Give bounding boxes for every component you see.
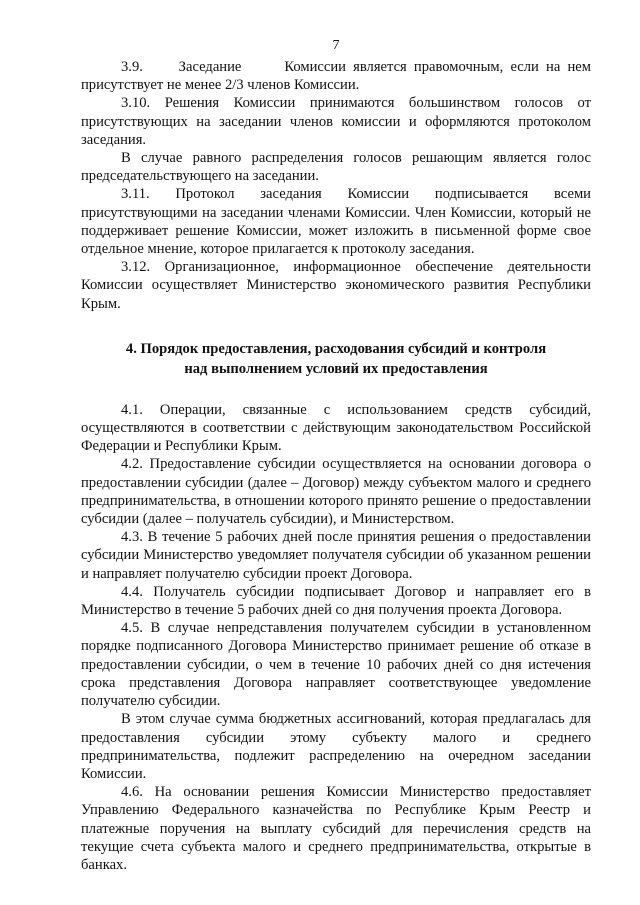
page-number: 7 xyxy=(332,38,340,53)
paragraph-4-2: 4.2. Предоставление субсидии осуществляется на основании договора о предоставлении субсидии (далее – Договор) между субъектом малого и среднего предпринимательства, в отношении которого принято решение о предоставлении субсидии (далее – получатель субсидии), и Министерством. xyxy=(81,456,591,528)
section-4-heading-line-1: 4. Порядок предоставления, расходования субсидий и контроля xyxy=(125,340,547,357)
paragraph-4-6: 4.6. На основании решения Комиссии Министерство предоставляет Управлению Федерального казначейства по Республике Крым Реестр и платежные поручения на выплату субсидий для перечисления средств на текущие счета субъекта малого и среднего предпринимательства, открытые в банках. xyxy=(81,784,591,873)
section-4-heading xyxy=(81,339,591,379)
paragraph-3-10: 3.10. Решения Комиссии принимаются большинством голосов от присутствующих на заседании членов комиссии и оформляются протоколом заседания. xyxy=(81,95,591,148)
paragraph-4-3: 4.3. В течение 5 рабочих дней после принятия решения о предоставлении субсидии Министерство уведомляет получателя субсидии об указанном решении и направляет получателю субсидии проект Договора. xyxy=(81,529,591,582)
paragraph-3-9: 3.9. Заседание Комиссии является правомочным, если на нем присутствует не менее 2/3 членов Комиссии. xyxy=(81,59,591,94)
paragraph-tie-vote: В случае равного распределения голосов решающим является голос председательствующего на заседании. xyxy=(81,150,591,185)
paragraph-4-4: 4.4. Получатель субсидии подписывает Договор и направляет его в Министерство в течение 5 рабочих дней со дня получения проекта Договора. xyxy=(81,583,591,619)
paragraph-3-12: 3.12. Организационное, информационное обеспечение деятельности Комиссии осуществляет Министерство экономического развития Республики Крым. xyxy=(81,259,591,312)
paragraph-4-1: 4.1. Операции, связанные с использованием средств субсидий, осуществляются в соответствии с действующим законодательством Российской Федерации и Республики Крым. xyxy=(81,401,591,455)
paragraph-3-11: 3.11. Протокол заседания Комиссии подписывается всеми присутствующими на заседании членами Комиссии. Член Комиссии, который не поддерживает решение Комиссии, может изложить в письменной форме свое отдельное мнение, которое прилагается к протоколу заседания. xyxy=(81,186,591,258)
paragraph-budget-redistribution: В этом случае сумма бюджетных ассигнований, которая предлагалась для предоставления субсидии этому субъекту малого и среднего предпринимательства, подлежит распределению на очередном заседании Комиссии. xyxy=(81,711,591,782)
section-4-heading-line-2: над выполнением условий их предоставления xyxy=(184,360,488,377)
document-body xyxy=(81,58,591,874)
paragraph-4-5: 4.5. В случае непредставления получателем субсидии в установленном порядке подписанного Договора Министерство принимает решение об отказе в предоставлении субсидии, о чем в течение 10 рабочих дней со дня истечения срока представления Договора направляет соответствующее уведомление получателю субсидии. xyxy=(81,620,591,710)
